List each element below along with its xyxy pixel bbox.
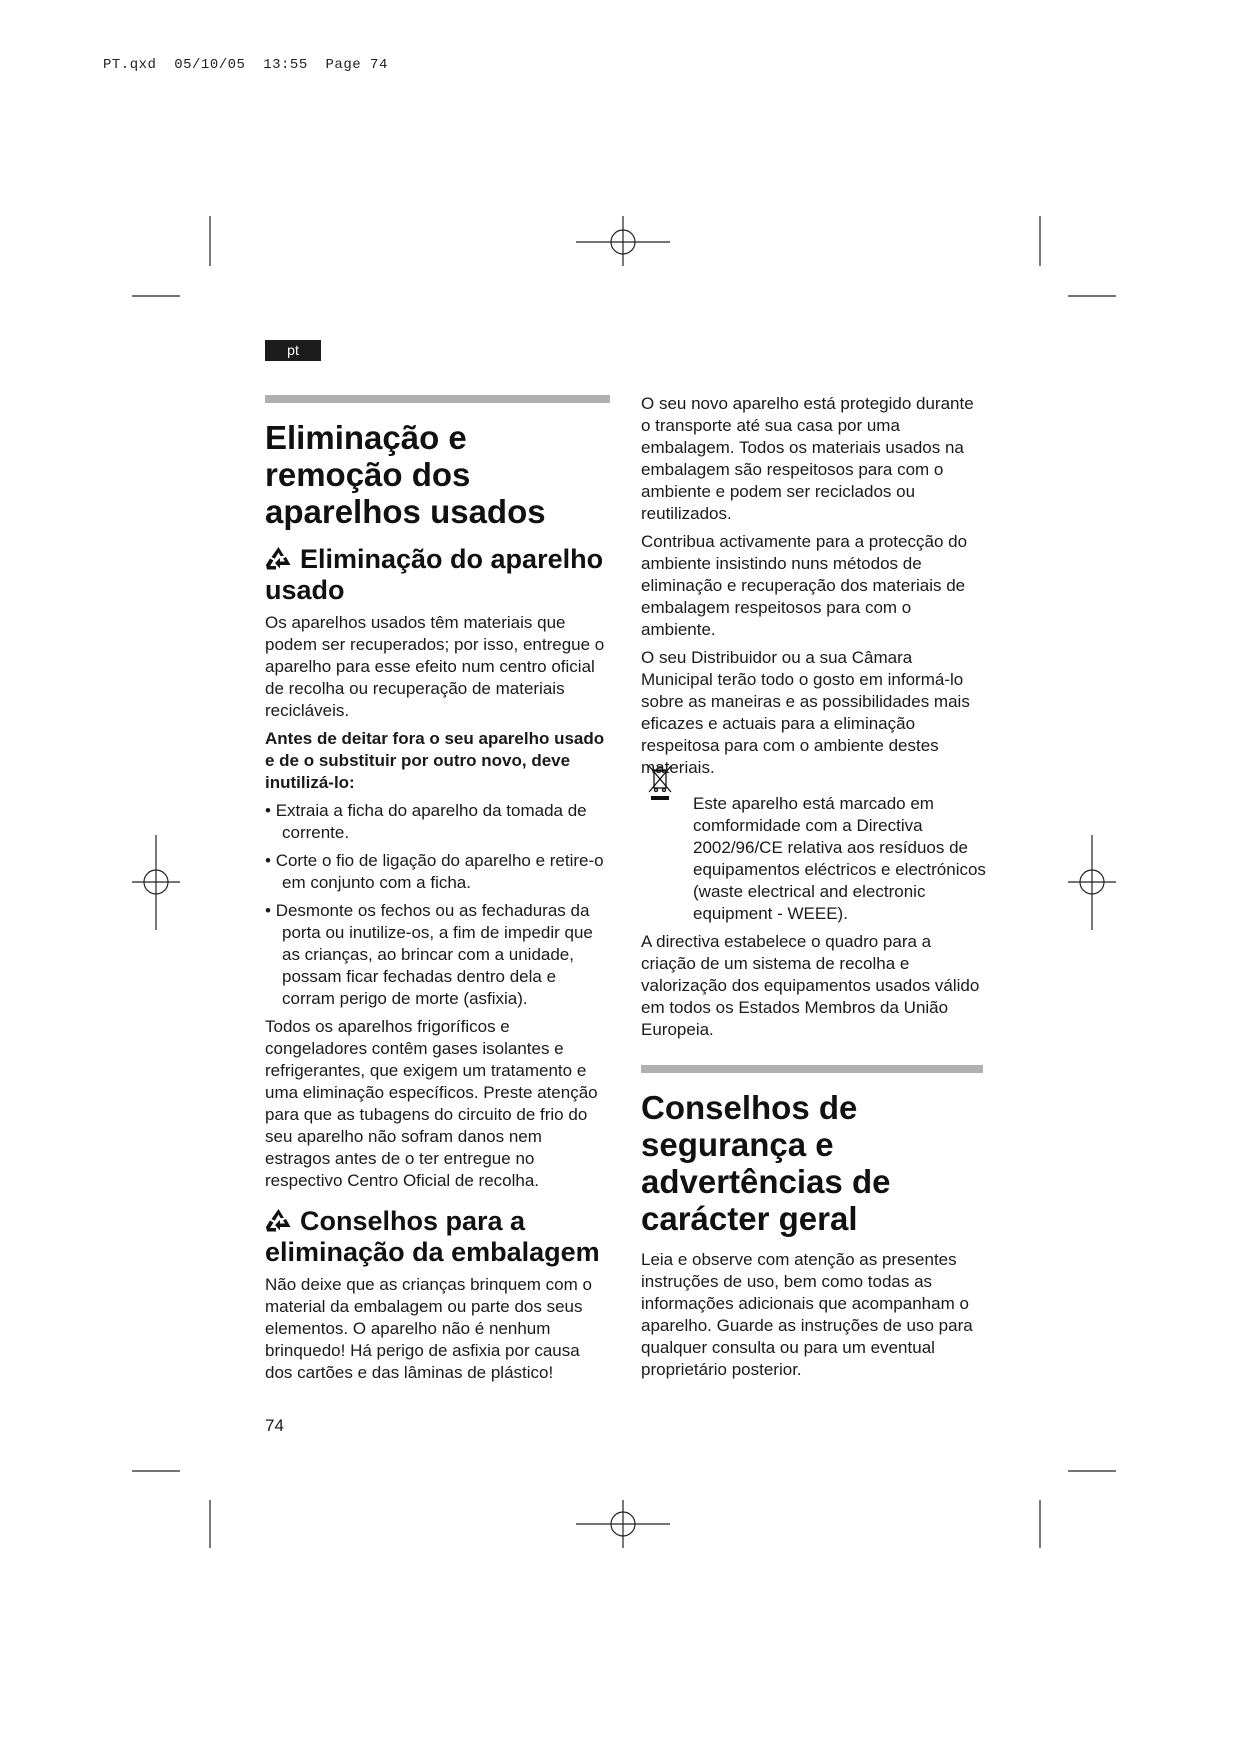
section-rule <box>265 395 610 403</box>
paragraph: O seu Distribuidor ou a sua Câmara Municipal terão todo o gosto em informá-lo sobre as maneiras e as possibilidades mais eficazes e actuais para a eliminação respeitosa para com o ambiente destes materiais. <box>641 648 970 777</box>
page-number: 74 <box>265 1416 284 1435</box>
left-column <box>265 395 610 1390</box>
section-heading-packaging-text: Conselhos para a eliminação da embalagem <box>265 1206 600 1267</box>
crossed-bin-icon <box>645 763 675 803</box>
recycle-icon <box>265 1208 292 1232</box>
section-rule <box>641 1065 983 1073</box>
section-heading-disposal-text: Eliminação do aparelho usado <box>265 544 604 605</box>
paragraph: Não deixe que as crianças brinquem com o material da embalagem ou parte dos seus elementos. O aparelho não é nenhum brinquedo! Há perigo de asfixia por causa dos cartões e das lâminas de plástico! <box>265 1275 592 1382</box>
safety-title: Conselhos de segurança e advertências de carácter geral <box>641 1089 891 1237</box>
file-slug: PT.qxd 05/10/05 13:55 Page 74 <box>103 57 388 73</box>
bullet-list <box>265 800 610 1010</box>
section-heading-disposal <box>265 544 610 606</box>
paragraph: Todos os aparelhos frigoríficos e congeladores contêm gases isolantes e refrigerantes, que exigem um tratamento e uma eliminação específicos. Preste atenção para que as tubagens do circuito de frio do seu aparelho não sofram danos nem estragos antes de o ter entregue no respectivo Centro Oficial de recolha. <box>265 1017 598 1190</box>
list-item: • Extraia a ficha do aparelho da tomada de corrente. <box>265 800 610 844</box>
language-tab: pt <box>265 340 321 361</box>
bold-paragraph: Antes de deitar fora o seu aparelho usado e de o substituir por outro novo, deve inutilizá-lo: <box>265 729 605 792</box>
weee-notice <box>641 793 986 925</box>
paragraph: Contribua activamente para a protecção do ambiente insistindo nuns métodos de eliminação e recuperação dos materiais de embalagem respeitosos para com o ambiente. <box>641 532 968 639</box>
right-column <box>641 393 986 1387</box>
list-item: • Corte o fio de ligação do aparelho e retire-o em conjunto com a ficha. <box>265 850 610 894</box>
safety-section <box>641 1065 986 1381</box>
paragraph: Os aparelhos usados têm materiais que podem ser recuperados; por isso, entregue o aparelho para esse efeito num centro oficial de recolha ou recuperação de materiais recicláveis. <box>265 613 605 720</box>
paragraph: Leia e observe com atenção as presentes instruções de uso, bem como todas as informações adicionais que acompanham o aparelho. Guarde as instruções de uso para qualquer consulta ou para um eventual proprietário posterior. <box>641 1250 973 1379</box>
recycle-icon <box>265 546 292 570</box>
paragraph: A directiva estabelece o quadro para a criação de um sistema de recolha e valorização dos equipamentos usados válido em todos os Estados Membros da União Europeia. <box>641 932 980 1039</box>
section-heading-packaging <box>265 1206 610 1268</box>
paragraph: O seu novo aparelho está protegido durante o transporte até sua casa por uma embalagem. Todos os materiais usados na embalagem são respeitosos para com o ambiente e podem ser reciclados ou reutilizados. <box>641 394 974 523</box>
paragraph: Este aparelho está marcado em comformidade com a Directiva 2002/96/CE relativa aos resíduos de equipamentos eléctricos e electrónicos (waste electrical and electronic equipment - WEEE). <box>693 794 986 923</box>
main-title: Eliminação e remoção dos aparelhos usados <box>265 419 546 530</box>
list-item: • Desmonte os fechos ou as fechaduras da porta ou inutilize-os, a fim de impedir que as crianças, ao brincar com a unidade, possam ficar fechadas dentro dela e corram perigo de morte (asfixia). <box>265 900 610 1010</box>
